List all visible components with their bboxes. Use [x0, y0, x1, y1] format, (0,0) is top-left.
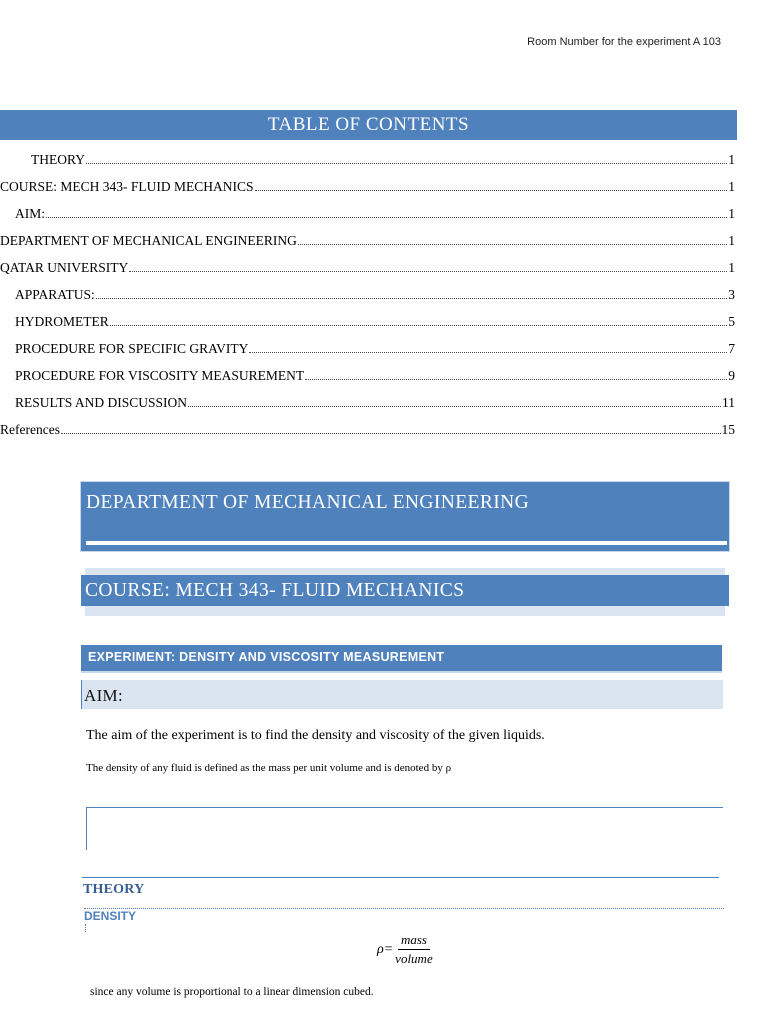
density-rule [84, 908, 724, 909]
density-heading: DENSITY [84, 909, 137, 923]
toc-entry-university[interactable] [0, 256, 735, 276]
toc-entry-page: 1 [728, 152, 735, 167]
toc-entry-department[interactable] [0, 229, 735, 249]
page-header-room: Room Number for the experiment A 103 [527, 36, 721, 48]
formula-numerator: mass [398, 932, 430, 950]
toc-entry-hydrometer[interactable] [0, 310, 735, 330]
text-frame [86, 807, 723, 850]
toc-leader [249, 352, 727, 353]
density-formula [377, 932, 433, 967]
toc-entry-text: DEPARTMENT OF MECHANICAL ENGINEERING [0, 233, 297, 248]
toc-entry-course[interactable] [0, 175, 735, 195]
toc-entry-apparatus[interactable] [0, 283, 735, 303]
toc-entry-page: 1 [728, 206, 735, 221]
density-marker [85, 924, 86, 932]
toc-entry-text: QATAR UNIVERSITY [0, 260, 129, 275]
aim-heading: AIM: [84, 686, 123, 705]
department-heading: DEPARTMENT OF MECHANICAL ENGINEERING [86, 492, 530, 513]
toc-entry-text: HYDROMETER [15, 314, 109, 329]
theory-heading: THEORY [83, 882, 145, 897]
toc-entry-text: PROCEDURE FOR SPECIFIC GRAVITY [15, 341, 249, 356]
toc-entry-references[interactable] [0, 418, 735, 438]
closing-paragraph: since any volume is proportional to a linear dimension cubed. [90, 986, 374, 998]
toc-leader [298, 244, 727, 245]
toc-entry-page: 1 [728, 179, 735, 194]
toc-title-banner [0, 110, 737, 140]
toc-entry-text: THEORY [31, 152, 85, 167]
toc-entry-page: 11 [722, 395, 735, 410]
toc-leader [305, 379, 727, 380]
toc-entry-theory[interactable] [0, 148, 735, 168]
toc-leader [110, 325, 728, 326]
toc-entry-page: 1 [728, 260, 735, 275]
toc-entry-text: RESULTS AND DISCUSSION [15, 395, 188, 410]
experiment-heading: EXPERIMENT: DENSITY AND VISCOSITY MEASUREMENT [88, 650, 445, 664]
toc-entry-viscosity[interactable] [0, 364, 735, 384]
toc-leader [61, 433, 721, 434]
toc-entry-results[interactable] [0, 391, 735, 411]
aim-paragraph: The aim of the experiment is to find the density and viscosity of the given liquids. [86, 728, 545, 743]
toc-leader [129, 271, 727, 272]
formula-denominator: volume [395, 951, 433, 966]
toc-entry-page: 1 [728, 233, 735, 248]
formula-fraction [395, 932, 433, 967]
toc-leader [188, 406, 721, 407]
toc-entry-page: 7 [728, 341, 735, 356]
department-banner-stripe [86, 541, 727, 545]
theory-rule [82, 877, 719, 878]
toc-entry-text: AIM: [15, 206, 45, 221]
aim-heading-band [81, 680, 723, 709]
formula-lhs: ρ= [377, 941, 394, 957]
toc-entry-page: 15 [721, 422, 735, 437]
toc-entry-text: PROCEDURE FOR VISCOSITY MEASUREMENT [15, 368, 305, 383]
toc-leader [255, 190, 728, 191]
course-heading: COURSE: MECH 343- FLUID MECHANICS [85, 580, 465, 601]
toc-entry-specific-gravity[interactable] [0, 337, 735, 357]
toc-entry-aim[interactable] [0, 202, 735, 222]
toc-title: TABLE OF CONTENTS [267, 114, 470, 135]
density-definition: The density of any fluid is defined as the mass per unit volume and is denoted by ρ [86, 762, 452, 774]
toc-entry-text: References [0, 422, 60, 437]
toc-entry-text: APPARATUS: [15, 287, 95, 302]
toc-leader [96, 298, 727, 299]
toc-leader [86, 163, 727, 164]
toc-entry-page: 3 [728, 287, 735, 302]
toc-entry-page: 5 [728, 314, 735, 329]
toc-entry-text: COURSE: MECH 343- FLUID MECHANICS [0, 179, 254, 194]
toc-entry-page: 9 [728, 368, 735, 383]
toc-leader [46, 217, 727, 218]
